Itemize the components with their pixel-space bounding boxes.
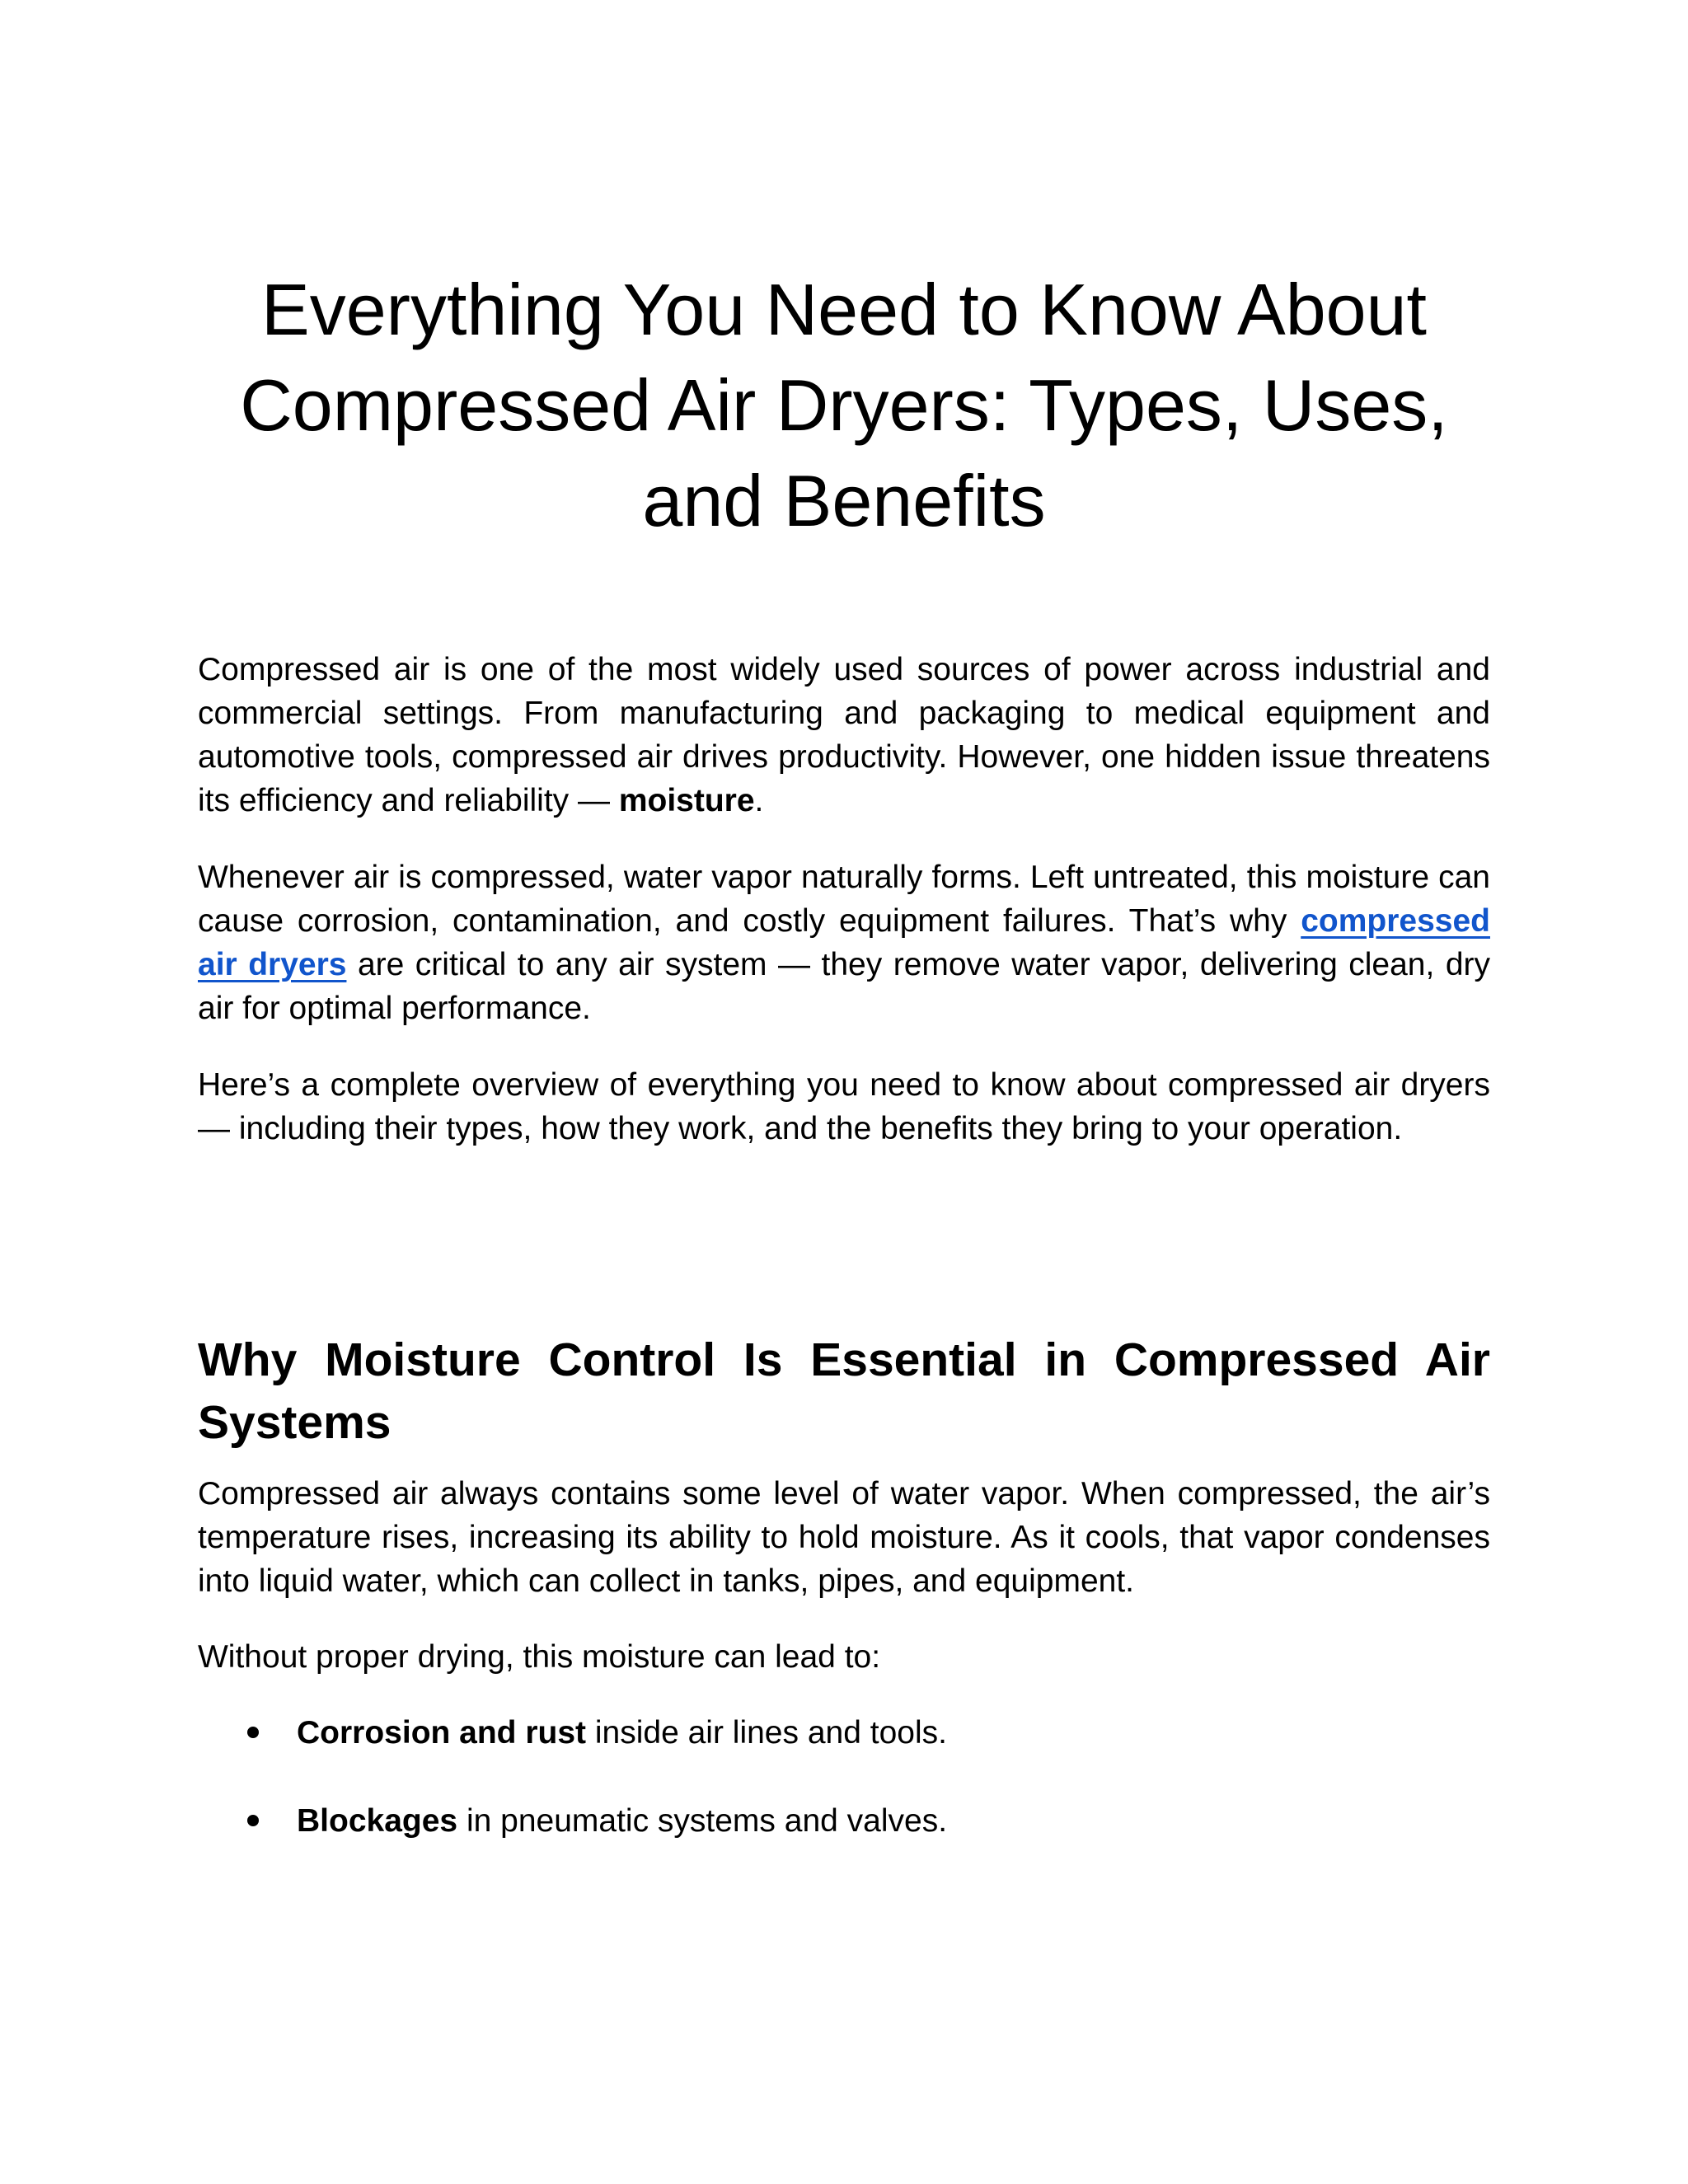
bullet-icon <box>247 1727 259 1738</box>
list-item-bold: Blockages <box>297 1803 458 1839</box>
intro-p2-after: are critical to any air system — they remove water vapor, delivering clean, dry air for optimal performance. <box>198 947 1491 1026</box>
title-line-2: Compressed Air Dryers: Types, Uses, <box>240 364 1448 446</box>
intro-p1-text: Compressed air is one of the most widely used sources of power across industrial and commercial settings. From manufacturing and packaging to medical equipment and automotive tools, compressed air drives productivity. However, one hidden issue threatens its efficiency and reliability — <box>198 652 1490 818</box>
compressed-air-dryers-link[interactable]: compressed air dryers <box>198 903 1490 982</box>
bullet-icon <box>247 1815 259 1826</box>
moisture-effects-list <box>198 1711 1490 1843</box>
document-title <box>198 262 1490 549</box>
section-paragraph-2: Without proper drying, this moisture can lead to: <box>198 1639 881 1675</box>
title-line-3: and Benefits <box>642 460 1046 541</box>
intro-paragraph-2 <box>198 855 1490 1030</box>
list-item <box>198 1799 1490 1843</box>
list-item-text: in pneumatic systems and valves. <box>457 1803 948 1839</box>
section-paragraph-1: Compressed air always contains some level of water vapor. When compressed, the air’s temperature rises, increasing its ability to hold moisture. As it cools, that vapor condenses into liquid water, which can collect in tanks, pipes, and equipment. <box>198 1476 1490 1599</box>
section-heading: Why Moisture Control Is Essential in Compressed Air Systems <box>198 1333 1490 1449</box>
list-item <box>198 1711 1490 1755</box>
list-item-bold: Corrosion and rust <box>297 1715 587 1750</box>
intro-p1-bold: moisture <box>618 783 755 818</box>
intro-p2-before: Whenever air is compressed, water vapor naturally forms. Left untreated, this moisture can cause corrosion, contamination, and costly equipment failures. That’s why <box>198 860 1490 939</box>
list-item-text: inside air lines and tools. <box>586 1715 947 1750</box>
title-line-1: Everything You Need to Know About <box>261 269 1427 350</box>
intro-paragraph-1 <box>198 648 1490 823</box>
intro-paragraph-3: Here’s a complete overview of everything you need to know about compressed air dryers — including their types, how they work, and the benefits they bring to your operation. <box>198 1067 1490 1146</box>
intro-p1-end: . <box>754 783 764 818</box>
